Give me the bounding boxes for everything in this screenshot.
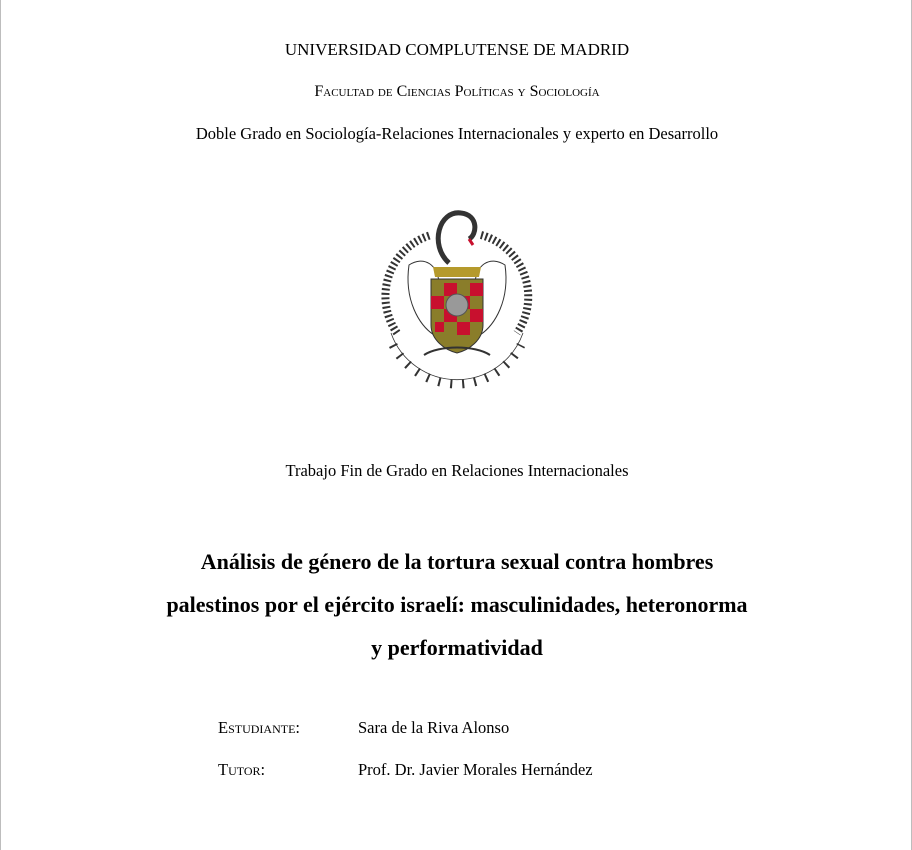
tutor-label: Tutor: [218,760,266,779]
university-seal-logo [369,205,545,397]
thesis-title [1,540,912,669]
title-line: Análisis de género de la tortura sexual contra hombres [200,549,714,574]
tutor-row [218,760,718,782]
tutor-name: Prof. Dr. Javier Morales Hernández [358,760,593,779]
student-row [218,718,718,740]
title-line: y performatividad [371,635,543,660]
work-type: Trabajo Fin de Grado en Relaciones Internacionales [285,461,629,480]
university-name: UNIVERSIDAD COMPLUTENSE DE MADRID [284,40,630,59]
title-line: palestinos por el ejército israelí: masculinidades, heteronorma [166,592,748,617]
faculty-name: Facultad de Ciencias Políticas y Sociología [314,83,600,100]
student-name: Sara de la Riva Alonso [358,718,510,737]
degree-name: Doble Grado en Sociología-Relaciones Internacionales y experto en Desarrollo [195,124,719,143]
student-label: Estudiante: [218,718,300,737]
